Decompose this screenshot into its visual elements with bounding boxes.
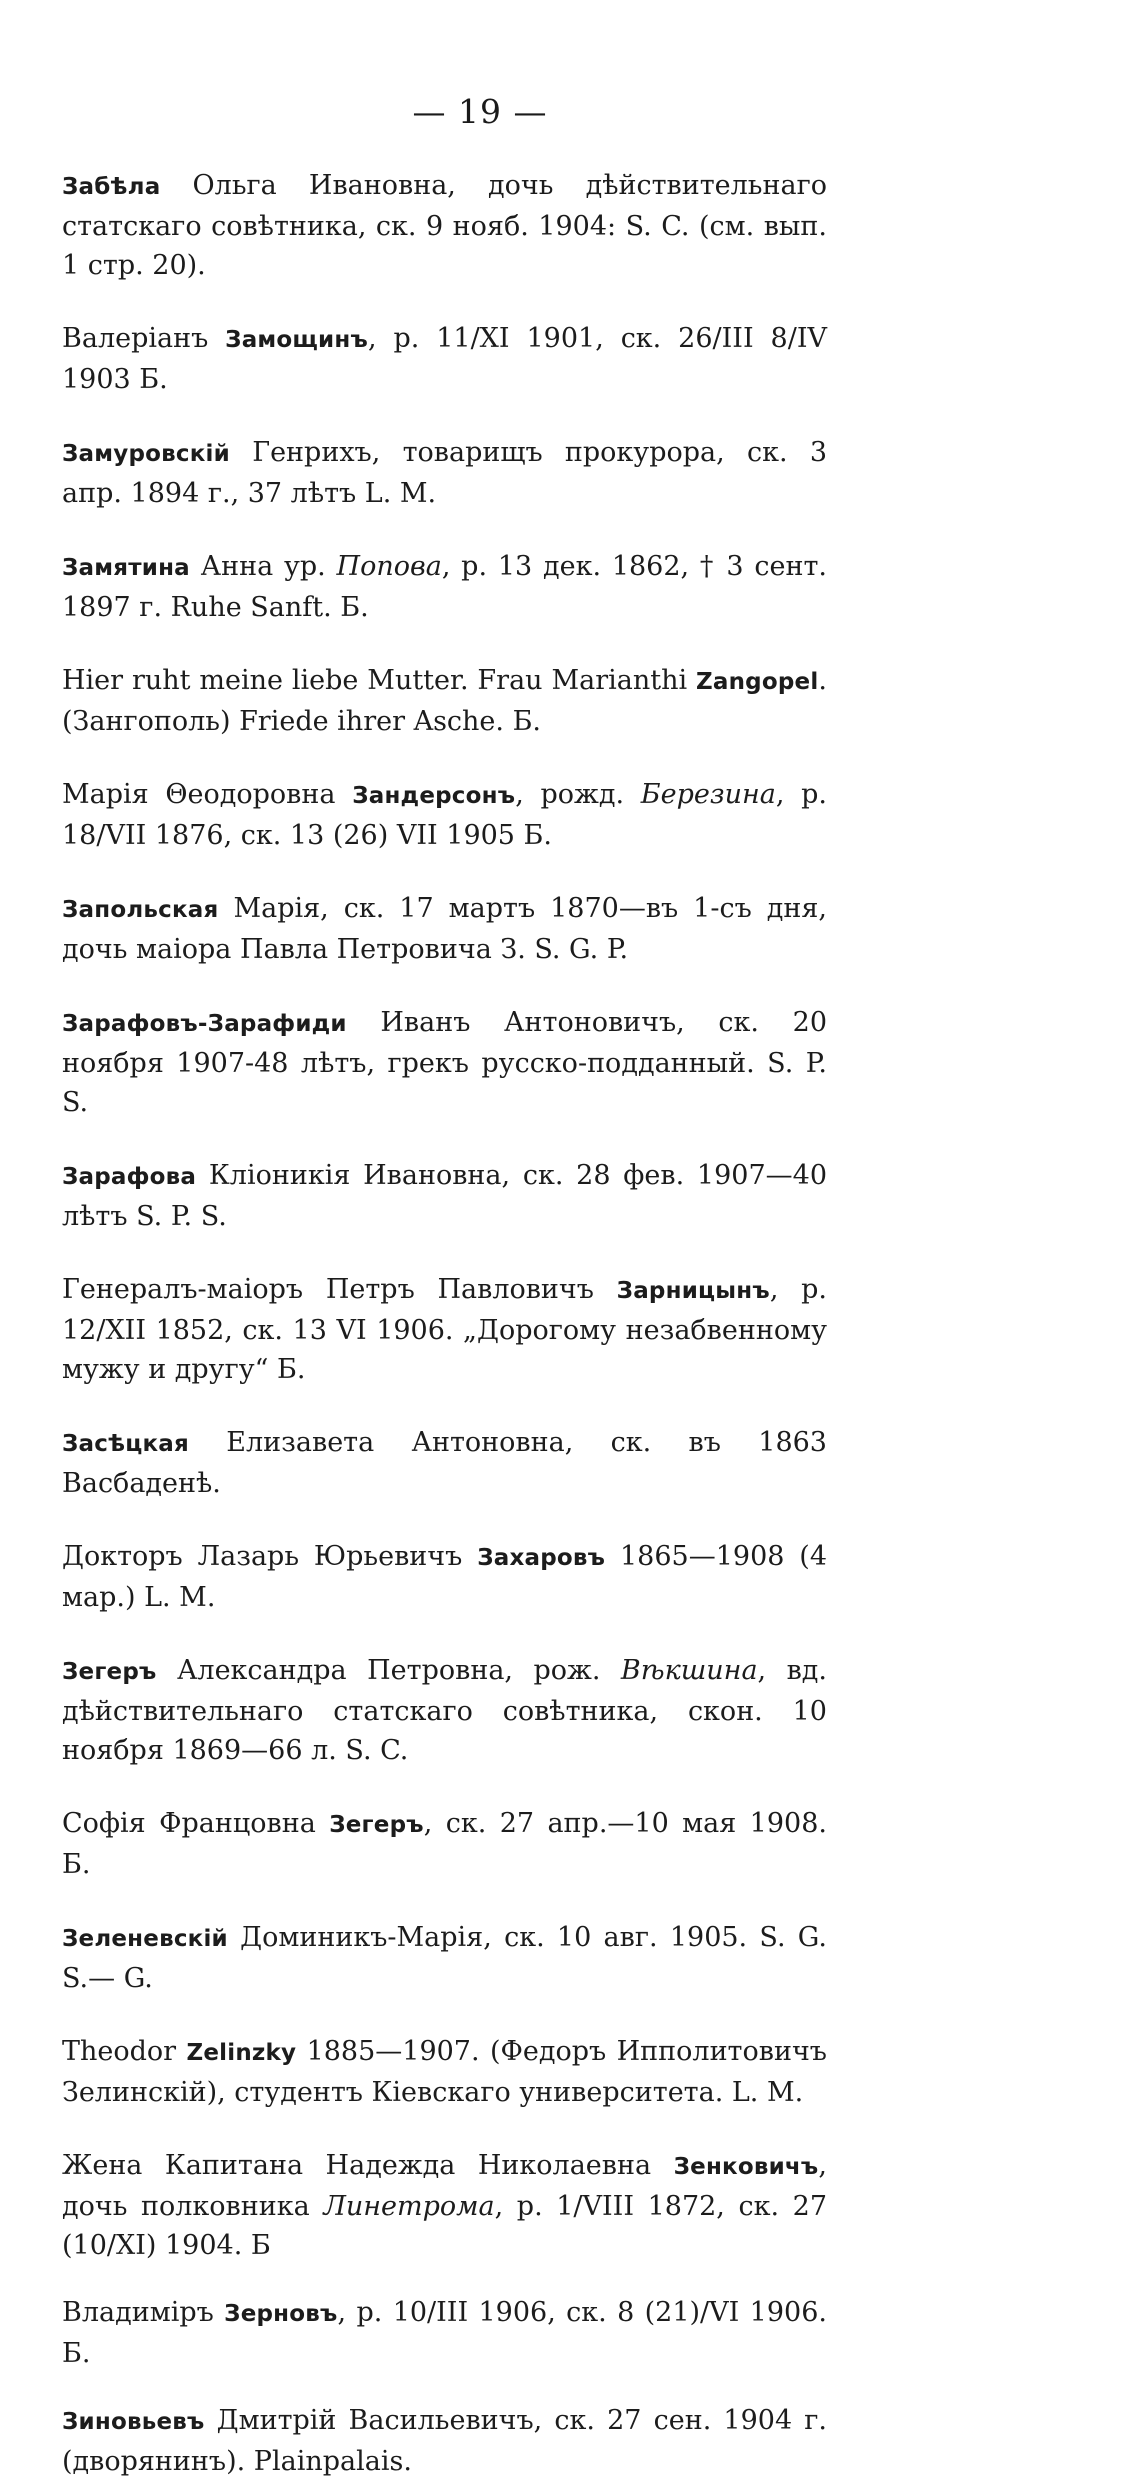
page-number: — 19 — (412, 92, 548, 131)
surname: Зарафова (62, 1164, 197, 1190)
surname: Зандерсонъ (352, 783, 516, 809)
entry (62, 2032, 827, 2112)
entry-text: , р. 10/III 1906, ск. 8 (21)/VI 1906. Б. (62, 2297, 827, 2369)
entry-text: . (Зангополь) Friede ihrer Asche. Б. (62, 665, 827, 737)
surname: Замуровскій (62, 441, 230, 467)
entry-text: Дмитрій Васильевичъ, ск. 27 сен. 1904 г. (дворянинъ). Plainpalais. (62, 2405, 827, 2477)
entry-text: Владиміръ (62, 2297, 225, 2328)
entry-list (62, 166, 827, 2481)
entry (62, 547, 827, 627)
entry-text: , р. 11/XI 1901, ск. 26/III 8/IV 1903 Б. (62, 323, 827, 395)
surname: Зиновьевъ (62, 2409, 205, 2435)
surname: Зерновъ (224, 2301, 338, 2327)
entry (62, 1651, 827, 1770)
entry (62, 319, 827, 399)
entry-text: , р. 12/XII 1852, ск. 13 VI 1906. „Дорогому незабвенному мужу и другу“ Б. (62, 1274, 827, 1385)
surname: Зенковичъ (673, 2154, 819, 2180)
entry-text: Докторъ Лазарь Юрьевичъ (62, 1541, 478, 1572)
entry-text: Александра Петровна, рож. (156, 1655, 621, 1686)
entry-text: Иванъ Антоновичъ, ск. 20 ноября 1907-48 лѣтъ, грекъ русско-подданный. S. P. S. (62, 1007, 827, 1118)
surname: Зарницынъ (616, 1278, 770, 1304)
entry (62, 1423, 827, 1503)
maiden-name: Вѣкшина (620, 1655, 758, 1686)
entry (62, 2146, 827, 2265)
entry (62, 775, 827, 855)
entry-text: Анна ур. (189, 551, 337, 582)
entry (62, 1918, 827, 1998)
entry-text: , ск. 27 апр.—10 мая 1908. Б. (62, 1808, 827, 1880)
maiden-name: Попова (336, 551, 442, 582)
surname: Зарафовъ-Зарафиди (62, 1011, 347, 1037)
entry-text: Theodor (62, 2036, 187, 2067)
surname: Запольская (62, 897, 219, 923)
surname: Замятина (62, 555, 190, 581)
entry-text: , вд. дѣйствительнаго статскаго совѣтника, скон. 10 ноября 1869—66 л. S. C. (62, 1655, 828, 1766)
surname: Зегеръ (329, 1812, 424, 1838)
entry-text: , р. 18/VII 1876, ск. 13 (26) VII 1905 Б. (62, 779, 828, 851)
entry (62, 166, 827, 285)
entry (62, 433, 827, 513)
surname: Zelinzky (186, 2040, 297, 2066)
entry-text: Ольга Ивановна, дочь дѣйствительнаго статскаго совѣтника, ск. 9 нояб. 1904: S. C. (см. вып. 1 стр. 20). (62, 170, 827, 281)
maiden-name: Березина (640, 779, 776, 810)
surname: Забѣла (62, 174, 161, 200)
entry-text: Доминикъ-Марія, ск. 10 авг. 1905. S. G. S.— G. (62, 1922, 827, 1994)
entry-text: , р. 13 дек. 1862, † 3 сент. 1897 г. Ruhe Sanft. Б. (62, 551, 827, 623)
entry-text: , рожд. (515, 779, 641, 810)
entry-text: Hier ruht meine liebe Mutter. Frau Marianthi (62, 665, 697, 696)
entry (62, 2293, 827, 2373)
entry-text: Жена Капитана Надежда Николаевна (62, 2150, 674, 2181)
surname: Зеленевскій (62, 1926, 228, 1952)
entry-text: 1865—1908 (4 мар.) L. M. (62, 1541, 828, 1613)
entry-text: Генрихъ, товарищъ прокурора, ск. 3 апр. 1894 г., 37 лѣтъ L. M. (62, 437, 827, 509)
maiden-name: Линетрома (323, 2191, 495, 2222)
surname: Зегеръ (62, 1659, 157, 1685)
surname: Замощинъ (225, 327, 368, 353)
entry (62, 1156, 827, 1236)
entry (62, 2401, 827, 2481)
entry-text: Генералъ-маіоръ Петръ Павловичъ (62, 1274, 617, 1305)
surname: Захаровъ (477, 1545, 606, 1571)
entry (62, 1270, 827, 1389)
entry-text: , р. 1/VIII 1872, ск. 27 (10/XI) 1904. Б (62, 2191, 827, 2261)
entry-text: Кліоникія Ивановна, ск. 28 фев. 1907—40 лѣтъ S. P. S. (62, 1160, 827, 1232)
entry-text: Марія Θеодоровна (62, 779, 353, 810)
entry (62, 1003, 827, 1122)
entry (62, 661, 827, 741)
entry (62, 1537, 827, 1617)
entry (62, 1804, 827, 1884)
surname: Засѣцкая (62, 1431, 189, 1457)
entry-text: Елизавета Антоновна, ск. въ 1863 Васбаденѣ. (62, 1427, 827, 1499)
entry (62, 889, 827, 969)
surname: Zangopel (696, 669, 819, 695)
entry-text: 1885—1907. (Федоръ Ипполитовичъ Зелинскій), студентъ Кіевскаго университета. L. M. (62, 2036, 827, 2108)
entry-text: , дочь полковника (62, 2150, 827, 2222)
entry-text: Валеріанъ (62, 323, 226, 354)
entry-text: Марія, ск. 17 мартъ 1870—въ 1-съ дня, дочь маіора Павла Петровича З. S. G. P. (62, 893, 827, 965)
entry-text: Софія Францовна (62, 1808, 330, 1839)
